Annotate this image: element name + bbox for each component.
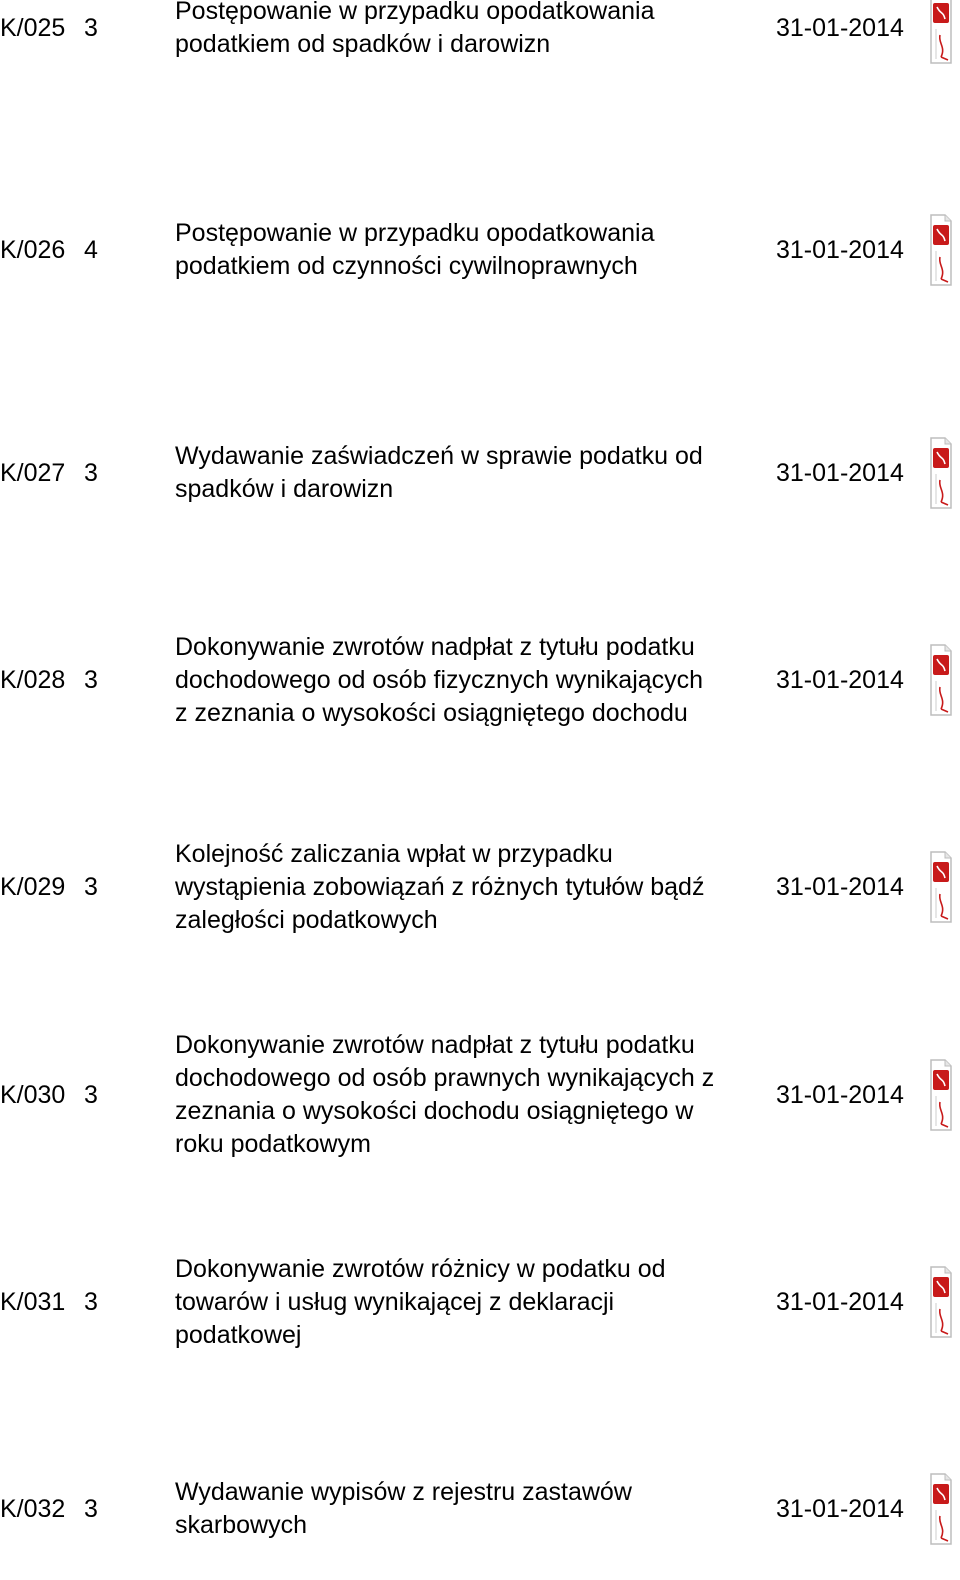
document-date: 31-01-2014	[776, 666, 904, 694]
document-title-line: Wydawanie zaświadczeń w sprawie podatku od	[175, 442, 703, 470]
document-code: K/031	[0, 1288, 66, 1316]
document-title-line: wystąpienia zobowiązań z różnych tytułów bądź	[175, 872, 705, 901]
document-title-line: podatkowej	[175, 1320, 302, 1349]
document-title-line: Dokonywanie zwrotów nadpłat z tytułu podatku	[175, 1031, 695, 1059]
document-date: 31-01-2014	[776, 1288, 904, 1316]
document-title-line: zaległości podatkowych	[175, 905, 438, 934]
document-version: 3	[84, 873, 98, 901]
document-code: K/032	[0, 1495, 66, 1523]
document-title-line: Wydawanie wypisów z rejestru zastawów	[175, 1478, 632, 1506]
pdf-icon[interactable]	[928, 848, 954, 926]
document-code: K/027	[0, 459, 66, 487]
document-date: 31-01-2014	[776, 1081, 904, 1109]
pdf-icon[interactable]	[928, 641, 954, 719]
document-version: 3	[84, 1081, 98, 1109]
document-date: 31-01-2014	[776, 873, 904, 901]
document-title-line: skarbowych	[175, 1511, 307, 1539]
document-version: 3	[84, 1288, 98, 1316]
document-version: 3	[84, 459, 98, 487]
document-date: 31-01-2014	[776, 459, 904, 487]
pdf-icon[interactable]	[928, 1056, 954, 1134]
document-title	[175, 1029, 775, 1161]
document-title-line: spadków i darowizn	[175, 475, 394, 503]
document-title-line: z zeznania o wysokości osiągniętego dochodu	[175, 698, 688, 727]
document-title	[175, 631, 775, 730]
document-title-line: podatkiem od spadków i darowizn	[175, 30, 551, 58]
pdf-icon[interactable]	[928, 211, 954, 289]
pdf-icon[interactable]	[928, 1263, 954, 1341]
document-title-line: roku podatkowym	[175, 1130, 371, 1158]
document-title-line: Postępowanie w przypadku opodatkowania	[175, 0, 655, 25]
document-title-line: dochodowego od osób fizycznych wynikających	[175, 665, 704, 694]
document-title	[175, 0, 775, 61]
document-version: 3	[84, 666, 98, 694]
document-code: K/026	[0, 236, 66, 264]
document-title-line: Kolejność zaliczania wpłat w przypadku	[175, 839, 613, 868]
document-title-line: Dokonywanie zwrotów nadpłat z tytułu podatku	[175, 632, 695, 661]
document-date: 31-01-2014	[776, 1495, 904, 1523]
document-title-line: dochodowego od osób prawnych wynikających z	[175, 1064, 715, 1092]
document-title	[175, 838, 775, 937]
document-title-line: Postępowanie w przypadku opodatkowania	[175, 219, 655, 247]
document-title-line: podatkiem od czynności cywilnoprawnych	[175, 252, 638, 280]
document-date: 31-01-2014	[776, 14, 904, 42]
document-title	[175, 1253, 775, 1352]
pdf-icon[interactable]	[928, 0, 954, 67]
pdf-icon[interactable]	[928, 434, 954, 512]
document-title-line: zeznania o wysokości dochodu osiągniętego w	[175, 1097, 694, 1125]
document-title	[175, 217, 775, 283]
document-code: K/025	[0, 14, 66, 42]
document-date: 31-01-2014	[776, 236, 904, 264]
document-title	[175, 1476, 775, 1542]
document-version: 4	[84, 236, 98, 264]
document-version: 3	[84, 14, 98, 42]
document-title	[175, 440, 775, 506]
document-version: 3	[84, 1495, 98, 1523]
document-code: K/029	[0, 873, 66, 901]
pdf-icon[interactable]	[928, 1470, 954, 1548]
document-title-line: Dokonywanie zwrotów różnicy w podatku od	[175, 1254, 666, 1283]
document-title-line: towarów i usług wynikającej z deklaracji	[175, 1287, 615, 1316]
document-code: K/030	[0, 1081, 66, 1109]
document-code: K/028	[0, 666, 66, 694]
